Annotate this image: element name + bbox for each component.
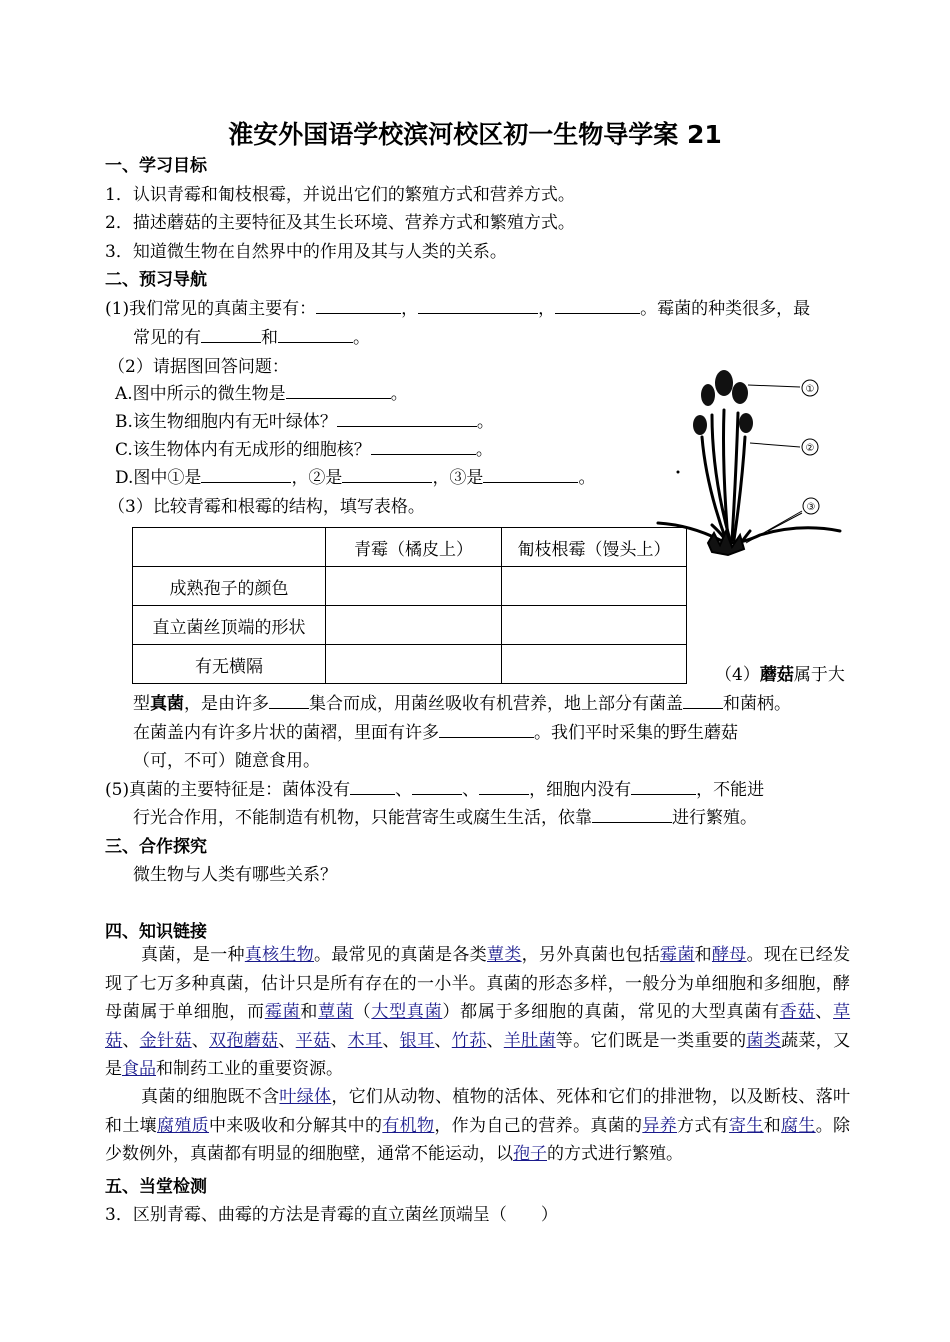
text: D.图中①是	[115, 468, 202, 488]
answer-blank[interactable]	[278, 328, 353, 343]
comparison-table	[132, 527, 687, 684]
term-link[interactable]: 木耳	[347, 1030, 383, 1051]
term-link[interactable]: 平菇	[295, 1030, 331, 1051]
term-link[interactable]: 菌类	[746, 1030, 782, 1051]
term-link[interactable]: 有机物	[382, 1115, 435, 1136]
paragraph-text: 蔬菜，又是	[105, 1030, 851, 1079]
paragraph-text: 方式有	[677, 1115, 730, 1136]
text: 集合而成，用菌丝吸收有机营养，地上部分有菌盖	[309, 694, 683, 714]
mold-figure	[650, 355, 850, 580]
goal-item: 3．知道微生物在自然界中的作用及其与人类的关系。	[105, 242, 507, 262]
answer-blank[interactable]	[631, 780, 696, 795]
term-link[interactable]: 蕈类	[487, 945, 522, 965]
text: 型	[133, 694, 150, 714]
paragraph-text: 真菌，是一种	[141, 945, 245, 965]
text: 。我们平时采集的野生蘑菇	[534, 723, 738, 743]
text: 、	[395, 780, 413, 800]
text: 蘑菇	[759, 665, 794, 685]
table-row-label: 成熟孢子的颜色	[133, 567, 326, 606]
answer-blank[interactable]	[418, 299, 538, 314]
paragraph-text: 、	[278, 1030, 296, 1051]
paragraph-text: ，它们从动物、植物的活体、死体和它们的排泄物，以及断枝、落叶和土壤	[105, 1087, 851, 1136]
text: (1)我们常见的真菌主要有：	[105, 299, 317, 319]
knowledge-paragraph-2	[105, 1083, 850, 1169]
sporangium-icon	[739, 413, 753, 433]
term-link[interactable]: 孢子	[513, 1144, 547, 1164]
term-link[interactable]: 金针菇	[139, 1030, 192, 1051]
table-header: 匍枝根霉（馒头上）	[502, 528, 687, 567]
text: （4）	[715, 665, 760, 685]
question-4-line3	[133, 718, 738, 743]
term-link[interactable]: 双孢蘑菇	[209, 1030, 279, 1051]
knowledge-paragraph-1	[105, 941, 850, 1084]
term-link[interactable]: 叶绿体	[279, 1087, 332, 1107]
term-link[interactable]: 蕈菌	[318, 1002, 354, 1022]
paragraph-text: ）都属于多细胞的真菌，常见的大型真菌有	[442, 1002, 780, 1022]
text: ，不能进	[696, 780, 765, 800]
paragraph-text: 和	[300, 1002, 319, 1022]
figure-label-2: ②	[805, 443, 815, 454]
sporangium-icon	[715, 370, 733, 396]
paragraph-text: 、	[486, 1030, 504, 1051]
text: ，是由许多	[184, 694, 269, 714]
answer-blank[interactable]	[269, 694, 309, 709]
answer-blank[interactable]	[342, 468, 432, 483]
paragraph-text: 、	[122, 1030, 140, 1051]
term-link[interactable]: 异养	[642, 1115, 678, 1136]
sporangium-icon	[732, 382, 748, 404]
answer-blank[interactable]	[371, 440, 476, 455]
text: 。	[353, 328, 370, 348]
question-1-line2	[133, 323, 370, 348]
table-row	[133, 528, 687, 567]
term-link[interactable]: 霉菌	[660, 945, 695, 965]
question-2: （2）请据图回答问题：	[108, 357, 289, 377]
question-4-line2	[133, 689, 791, 714]
table-header: 青霉（橘皮上）	[326, 528, 502, 567]
term-link[interactable]: 大型真菌	[371, 1002, 443, 1022]
answer-blank[interactable]	[316, 299, 401, 314]
term-link[interactable]: 香菇	[779, 1002, 816, 1022]
question-2d	[115, 463, 595, 488]
question-2a	[115, 379, 408, 404]
sporangium-icon	[693, 415, 707, 435]
text: 、	[462, 780, 480, 800]
table-cell	[133, 528, 326, 567]
paragraph-text: 。现在已经发现了七万多种真菌，估计只是所有存在的一小半。真菌的形态多样，一般分为单细胞和多细胞，酵母菌属于单细胞，而	[105, 945, 851, 1022]
section-heading-goals: 一、学习目标	[105, 156, 207, 176]
table-cell-input[interactable]	[326, 567, 502, 606]
table-cell-input[interactable]	[326, 606, 502, 645]
term-link[interactable]: 霉菌	[264, 1002, 301, 1022]
term-link[interactable]: 真核生物	[244, 945, 315, 965]
paragraph-text: 、	[434, 1030, 452, 1051]
text: ，	[538, 299, 556, 319]
speck	[677, 471, 680, 474]
answer-blank[interactable]	[483, 468, 578, 483]
sporangium-icon	[701, 384, 715, 406]
paragraph-text: 和	[763, 1115, 782, 1136]
term-link[interactable]: 银耳	[399, 1030, 435, 1051]
text: 。霉菌的种类很多，最	[640, 299, 811, 319]
text: 。	[475, 440, 493, 460]
page-title: 淮安外国语学校滨河校区初一生物导学案 21	[228, 120, 722, 149]
term-link[interactable]: 腐生	[781, 1115, 816, 1136]
section-heading-explore: 三、合作探究	[105, 837, 207, 857]
table-cell-input[interactable]	[502, 645, 687, 684]
table-row-label: 直立菌丝顶端的形状	[133, 606, 326, 645]
paragraph-text: 等。它们既是一类重要的	[555, 1030, 747, 1051]
figure-label-1: ①	[805, 384, 815, 395]
figure-label-3: ③	[806, 502, 816, 513]
question-2b	[115, 407, 494, 432]
paragraph-text: 真菌的细胞既不含	[141, 1087, 280, 1107]
text: 。	[390, 384, 408, 404]
goal-item: 2．描述蘑菇的主要特征及其生长环境、营养方式和繁殖方式。	[105, 213, 575, 233]
text: 属于大	[793, 665, 845, 685]
table-cell-input[interactable]	[502, 606, 687, 645]
question-1-line1	[105, 294, 810, 319]
section-heading-preview: 二、预习导航	[105, 270, 207, 290]
text: 常见的有	[133, 328, 201, 348]
answer-blank[interactable]	[683, 694, 723, 709]
term-link[interactable]: 酵母	[711, 945, 747, 965]
question-5-line1	[105, 775, 764, 800]
text: 进行繁殖。	[672, 808, 757, 828]
paragraph-text: 、	[330, 1030, 348, 1051]
text: C.该生物体内有无成形的细胞核？	[115, 440, 371, 460]
explore-question: 微生物与人类有哪些关系？	[133, 865, 337, 885]
paragraph-text: ，另外真菌也包括	[521, 945, 661, 965]
pointer-line	[750, 443, 800, 447]
text: ，②是	[291, 468, 343, 488]
term-link[interactable]: 竹荪	[451, 1030, 487, 1051]
answer-blank[interactable]	[439, 723, 534, 738]
paragraph-text: 和	[694, 945, 712, 965]
question-3: （3）比较青霉和根霉的结构，填写表格。	[108, 497, 425, 517]
term-link[interactable]: 腐殖质	[157, 1115, 209, 1136]
answer-blank[interactable]	[286, 384, 391, 399]
text: 行光合作用，不能制造有机物，只能营寄生或腐生生活，依靠	[133, 808, 592, 828]
text: 。	[476, 412, 494, 432]
table-row	[133, 645, 687, 684]
answer-blank[interactable]	[201, 468, 291, 483]
answer-blank[interactable]	[555, 299, 640, 314]
rhizoid-icon	[708, 531, 744, 555]
term-link[interactable]: 羊肚菌	[503, 1030, 556, 1051]
text: B.该生物细胞内有无叶绿体？	[115, 412, 337, 432]
section-heading-check: 五、当堂检测	[105, 1177, 207, 1197]
paragraph-text: 。除少数例外，真菌都有明显的细胞壁，通常不能运动，以	[105, 1115, 851, 1164]
table-row	[133, 606, 687, 645]
text: 。	[578, 468, 596, 488]
question-2c	[115, 435, 493, 460]
paragraph-text: （	[353, 1002, 372, 1022]
table-row	[133, 567, 687, 606]
paragraph-text: 和制药工业的重要资源。	[156, 1059, 343, 1079]
answer-blank[interactable]	[201, 328, 261, 343]
text: A.图中所示的微生物是	[115, 384, 286, 404]
check-question: 3．区别青霉、曲霉的方法是青霉的直立菌丝顶端呈（ ）	[105, 1205, 558, 1225]
paragraph-text: 、	[815, 1002, 834, 1022]
answer-blank[interactable]	[337, 412, 477, 427]
term-link[interactable]: 寄生	[729, 1115, 764, 1136]
text: ，③是	[432, 468, 484, 488]
goal-item: 1．认识青霉和匍枝根霉，并说出它们的繁殖方式和营养方式。	[105, 185, 575, 205]
paragraph-text: 的方式进行繁殖。	[547, 1144, 683, 1164]
paragraph-text: 、	[191, 1030, 210, 1051]
table-cell-input[interactable]	[326, 645, 502, 684]
paragraph-text: 、	[382, 1030, 400, 1051]
answer-blank[interactable]	[412, 780, 462, 795]
text: ，细胞内没有	[529, 780, 632, 800]
section-heading-knowledge: 四、知识链接	[105, 922, 207, 942]
term-link[interactable]: 草菇	[105, 1002, 851, 1051]
text: ，	[401, 299, 419, 319]
pointer-line	[748, 385, 800, 387]
answer-blank[interactable]	[592, 808, 672, 823]
paragraph-text: 。最常见的真菌是各类	[314, 945, 488, 965]
question-5-line2	[133, 803, 757, 828]
question-4-start	[715, 660, 845, 685]
term-link[interactable]: 食品	[122, 1059, 156, 1079]
text: (5)真菌的主要特征是：菌体没有	[105, 780, 351, 800]
text: 真菌	[150, 694, 184, 714]
paragraph-text: ，作为自己的营养。真菌的	[434, 1115, 643, 1136]
text: 在菌盖内有许多片状的菌褶，里面有许多	[133, 723, 439, 743]
text: 和	[261, 328, 278, 348]
answer-blank[interactable]	[479, 780, 529, 795]
question-4-line4: （可，不可）随意食用。	[133, 751, 320, 771]
table-row-label: 有无横隔	[133, 645, 326, 684]
answer-blank[interactable]	[350, 780, 395, 795]
text: 和菌柄。	[723, 694, 791, 714]
paragraph-text: 中来吸收和分解其中的	[209, 1115, 383, 1136]
